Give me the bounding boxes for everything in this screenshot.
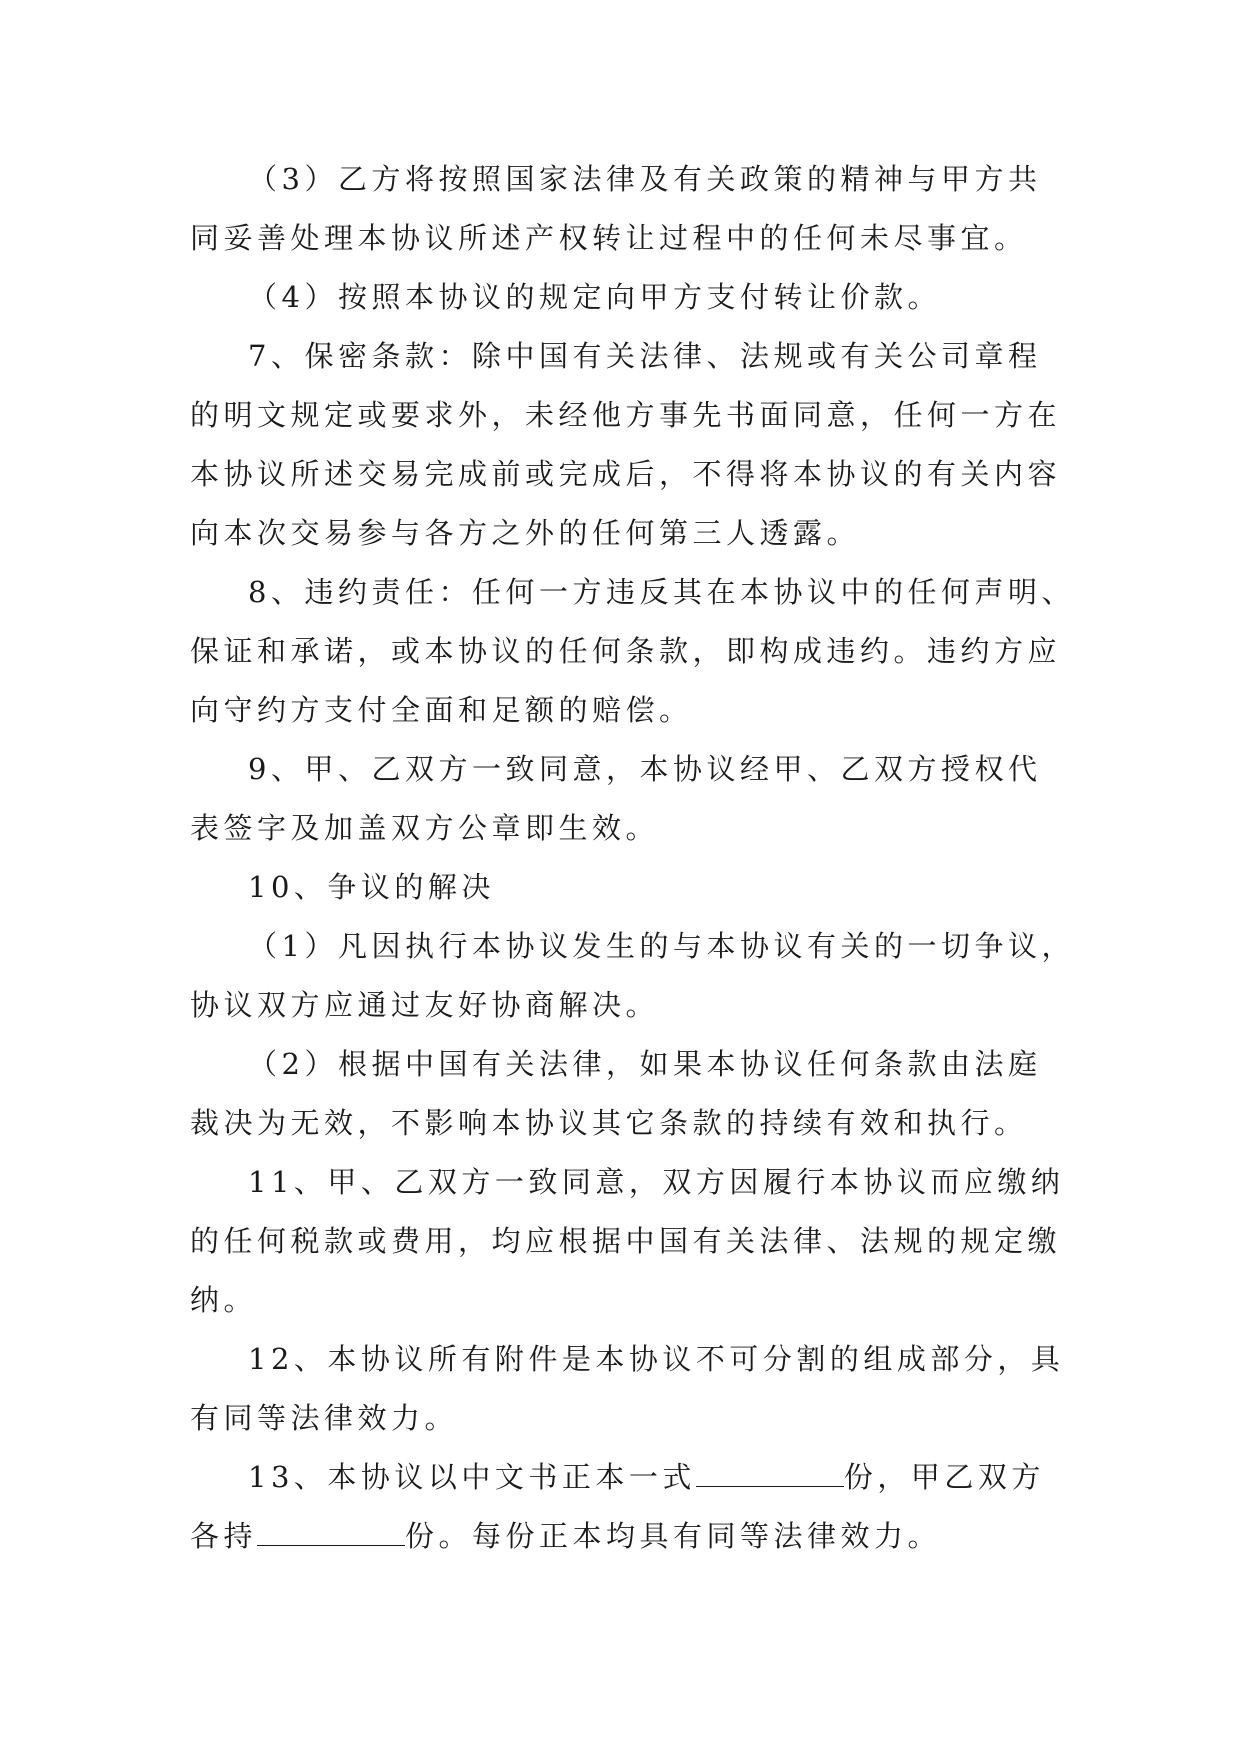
text-segment: （4）按照本协议的规定向甲方支付转让价款。 [248, 280, 941, 314]
document-line [190, 1281, 1050, 1319]
text-segment: 向守约方支付全面和足额的赔偿。 [190, 693, 693, 727]
document-line [190, 1045, 1050, 1083]
text-segment: 纳。 [190, 1283, 258, 1317]
text-segment: 协议双方应通过友好协商解决。 [190, 988, 660, 1022]
document-line [190, 219, 1050, 257]
document-line [190, 809, 1050, 847]
text-segment: （1）凡因执行本协议发生的与本协议有关的一切争议， [248, 929, 1075, 963]
text-segment: 的任何税款或费用，均应根据中国有关法律、法规的规定缴 [190, 1224, 1062, 1258]
document-line [190, 278, 1050, 316]
fill-in-blank [696, 1460, 844, 1487]
text-segment: 8、违约责任：任何一方违反其在本协议中的任何声明、 [248, 575, 1075, 609]
text-segment: 有同等法律效力。 [190, 1401, 459, 1435]
document-line [190, 573, 1075, 611]
document-line [190, 927, 1075, 965]
text-segment: （2）根据中国有关法律，如果本协议任何条款由法庭 [248, 1047, 1042, 1081]
document-line [190, 337, 1050, 375]
document-line [190, 160, 1050, 198]
text-segment: 各持 [190, 1519, 258, 1553]
text-segment: 11、甲、乙双方一致同意，双方因履行本协议而应缴纳 [248, 1165, 1065, 1199]
document-line [190, 514, 1050, 552]
document-line [190, 396, 1062, 434]
document-line [190, 750, 1050, 788]
document-line [190, 1163, 1065, 1201]
text-segment: 9、甲、乙双方一致同意，本协议经甲、乙双方授权代 [248, 752, 1042, 786]
text-segment: 同妥善处理本协议所述产权转让过程中的任何未尽事宜。 [190, 221, 1028, 255]
document-line [190, 1222, 1062, 1260]
text-segment: 本协议所述交易完成前或完成后，不得将本协议的有关内容 [190, 457, 1062, 491]
fill-in-blank [257, 1519, 405, 1546]
text-segment: 13、本协议以中文书正本一式 [248, 1460, 696, 1494]
document-line [190, 632, 1062, 670]
text-segment: 向本次交易参与各方之外的任何第三人透露。 [190, 516, 861, 550]
document-line [190, 1104, 1050, 1142]
document-line [190, 986, 1050, 1024]
text-segment: （3）乙方将按照国家法律及有关政策的精神与甲方共 [248, 162, 1042, 196]
document-line [190, 1399, 1050, 1437]
text-segment: 的明文规定或要求外，未经他方事先书面同意，任何一方在 [190, 398, 1062, 432]
text-segment: 10、争议的解决 [248, 870, 495, 904]
document-body [190, 160, 1075, 1576]
text-segment: 份，甲乙双方 [843, 1460, 1045, 1494]
text-segment: 7、保密条款：除中国有关法律、法规或有关公司章程 [248, 339, 1042, 373]
document-line [190, 1458, 1050, 1496]
document-line [190, 1340, 1065, 1378]
document-line [190, 868, 1050, 906]
document-line [190, 1517, 1050, 1555]
text-segment: 裁决为无效，不影响本协议其它条款的持续有效和执行。 [190, 1106, 1028, 1140]
text-segment: 保证和承诺，或本协议的任何条款，即构成违约。违约方应 [190, 634, 1062, 668]
document-line [190, 455, 1062, 493]
text-segment: 表签字及加盖双方公章即生效。 [190, 811, 660, 845]
document-line [190, 691, 1050, 729]
text-segment: 份。每份正本均具有同等法律效力。 [405, 1519, 942, 1553]
text-segment: 12、本协议所有附件是本协议不可分割的组成部分，具 [248, 1342, 1065, 1376]
